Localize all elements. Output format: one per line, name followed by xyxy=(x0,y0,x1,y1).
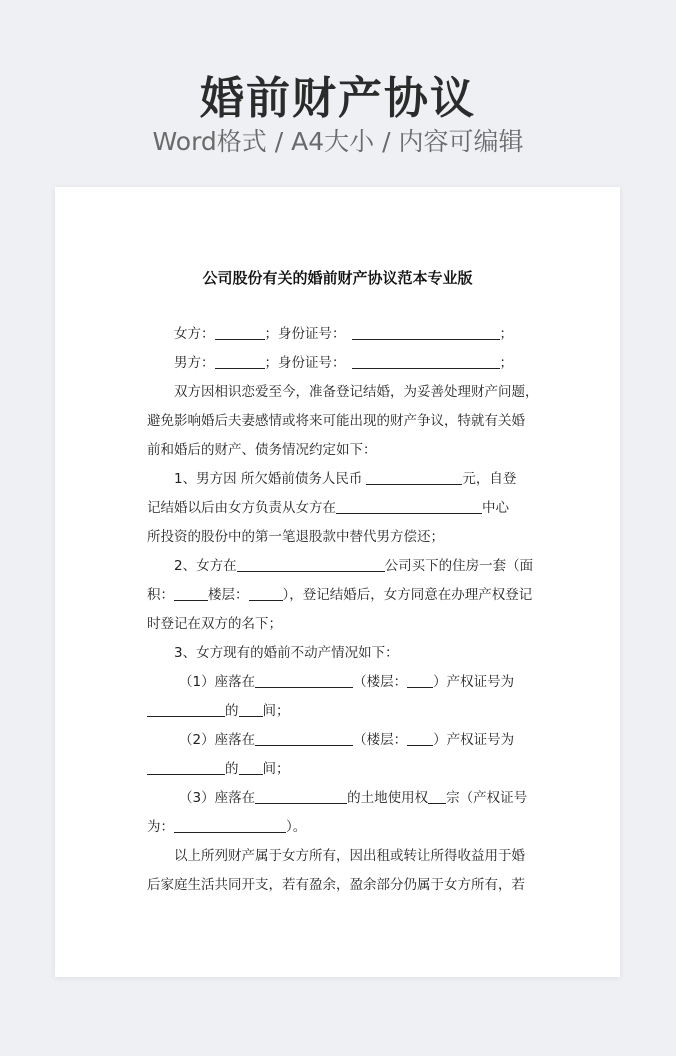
property-3-line xyxy=(179,788,527,808)
paragraph-line: 后家庭生活共同开支，若有盈余，盈余部分仍属于女方所有，若 xyxy=(147,877,525,893)
text: ）产权证号为 xyxy=(433,674,515,690)
property-2-line xyxy=(179,730,514,750)
text: ；身份证号： xyxy=(264,326,346,342)
text: 的 xyxy=(225,703,239,719)
text: ； xyxy=(499,355,513,371)
text: 积： xyxy=(147,587,174,603)
blank xyxy=(174,818,286,833)
blank xyxy=(255,731,353,746)
blank xyxy=(237,557,385,572)
document-title: 公司股份有关的婚前财产协议范本专业版 xyxy=(202,269,473,287)
banner-title: 婚前财产协议 xyxy=(200,73,476,124)
text: 间； xyxy=(262,761,290,777)
blank xyxy=(255,673,353,688)
text: 记结婚以后由女方负责从女方在 xyxy=(147,500,336,516)
text: （楼层： xyxy=(353,674,408,690)
paragraph-line: 以上所列财产属于女方所有，因出租或转让所得收益用于婚 xyxy=(174,848,525,864)
blank xyxy=(352,354,500,369)
blank xyxy=(249,586,283,601)
text: 公司买下的住房一套（面 xyxy=(384,558,534,574)
property-2-line xyxy=(147,759,290,779)
text: 的 xyxy=(225,761,239,777)
document-page xyxy=(55,187,620,977)
clause-1-line xyxy=(147,498,509,518)
blank xyxy=(407,673,433,688)
text: （3）座落在 xyxy=(179,790,256,806)
paragraph-line: 双方因相识恋爱至今，准备登记结婚，为妥善处理财产问题， xyxy=(174,384,539,400)
text: ）。 xyxy=(286,819,307,835)
clause-3-line: 3、女方现有的婚前不动产情况如下： xyxy=(174,645,399,661)
text: 的土地使用权 xyxy=(347,790,429,806)
text: 2、女方在 xyxy=(174,558,237,574)
text: ；身份证号： xyxy=(264,355,346,371)
text: 中心 xyxy=(482,500,509,516)
party-male-line xyxy=(174,353,513,373)
text: （楼层： xyxy=(353,732,408,748)
party-female-line xyxy=(174,324,513,344)
blank xyxy=(336,499,482,514)
text: ），登记结婚后，女方同意在办理产权登记 xyxy=(282,587,533,603)
text: 为： xyxy=(147,819,174,835)
clause-2-line: 时登记在双方的名下； xyxy=(147,616,282,632)
property-1-line xyxy=(179,672,514,692)
blank xyxy=(428,789,446,804)
blank xyxy=(255,789,347,804)
text: 间； xyxy=(262,703,290,719)
text: 楼层： xyxy=(208,587,249,603)
blank xyxy=(239,760,263,775)
clause-2-line xyxy=(174,556,533,576)
text: ； xyxy=(499,326,513,342)
blank xyxy=(366,470,462,485)
property-1-line xyxy=(147,701,290,721)
blank xyxy=(174,586,208,601)
blank xyxy=(352,325,500,340)
paragraph-line: 前和婚后的财产、债务情况约定如下： xyxy=(147,442,377,458)
clause-1-line: 所投资的股份中的第一笔退股款中替代男方偿还； xyxy=(147,529,444,545)
text: ）产权证号为 xyxy=(433,732,515,748)
clause-1-line xyxy=(174,469,516,489)
banner-subtitle: Word格式 / A4大小 / 内容可编辑 xyxy=(152,127,524,156)
blank xyxy=(407,731,433,746)
blank xyxy=(239,702,263,717)
text: 女方： xyxy=(174,326,215,342)
paragraph-line: 避免影响婚后夫妻感情或将来可能出现的财产争议，特就有关婚 xyxy=(147,413,525,429)
clause-2-line xyxy=(147,585,532,605)
text: 元，自登 xyxy=(462,471,517,487)
blank xyxy=(215,325,265,340)
property-3-line xyxy=(147,817,306,837)
blank xyxy=(215,354,265,369)
text: 1、男方因 所欠婚前债务人民币 xyxy=(174,471,363,487)
text: 男方： xyxy=(174,355,215,371)
blank xyxy=(147,702,225,717)
text: （1）座落在 xyxy=(179,674,256,690)
text: 宗（产权证号 xyxy=(446,790,528,806)
blank xyxy=(147,760,225,775)
text: （2）座落在 xyxy=(179,732,256,748)
